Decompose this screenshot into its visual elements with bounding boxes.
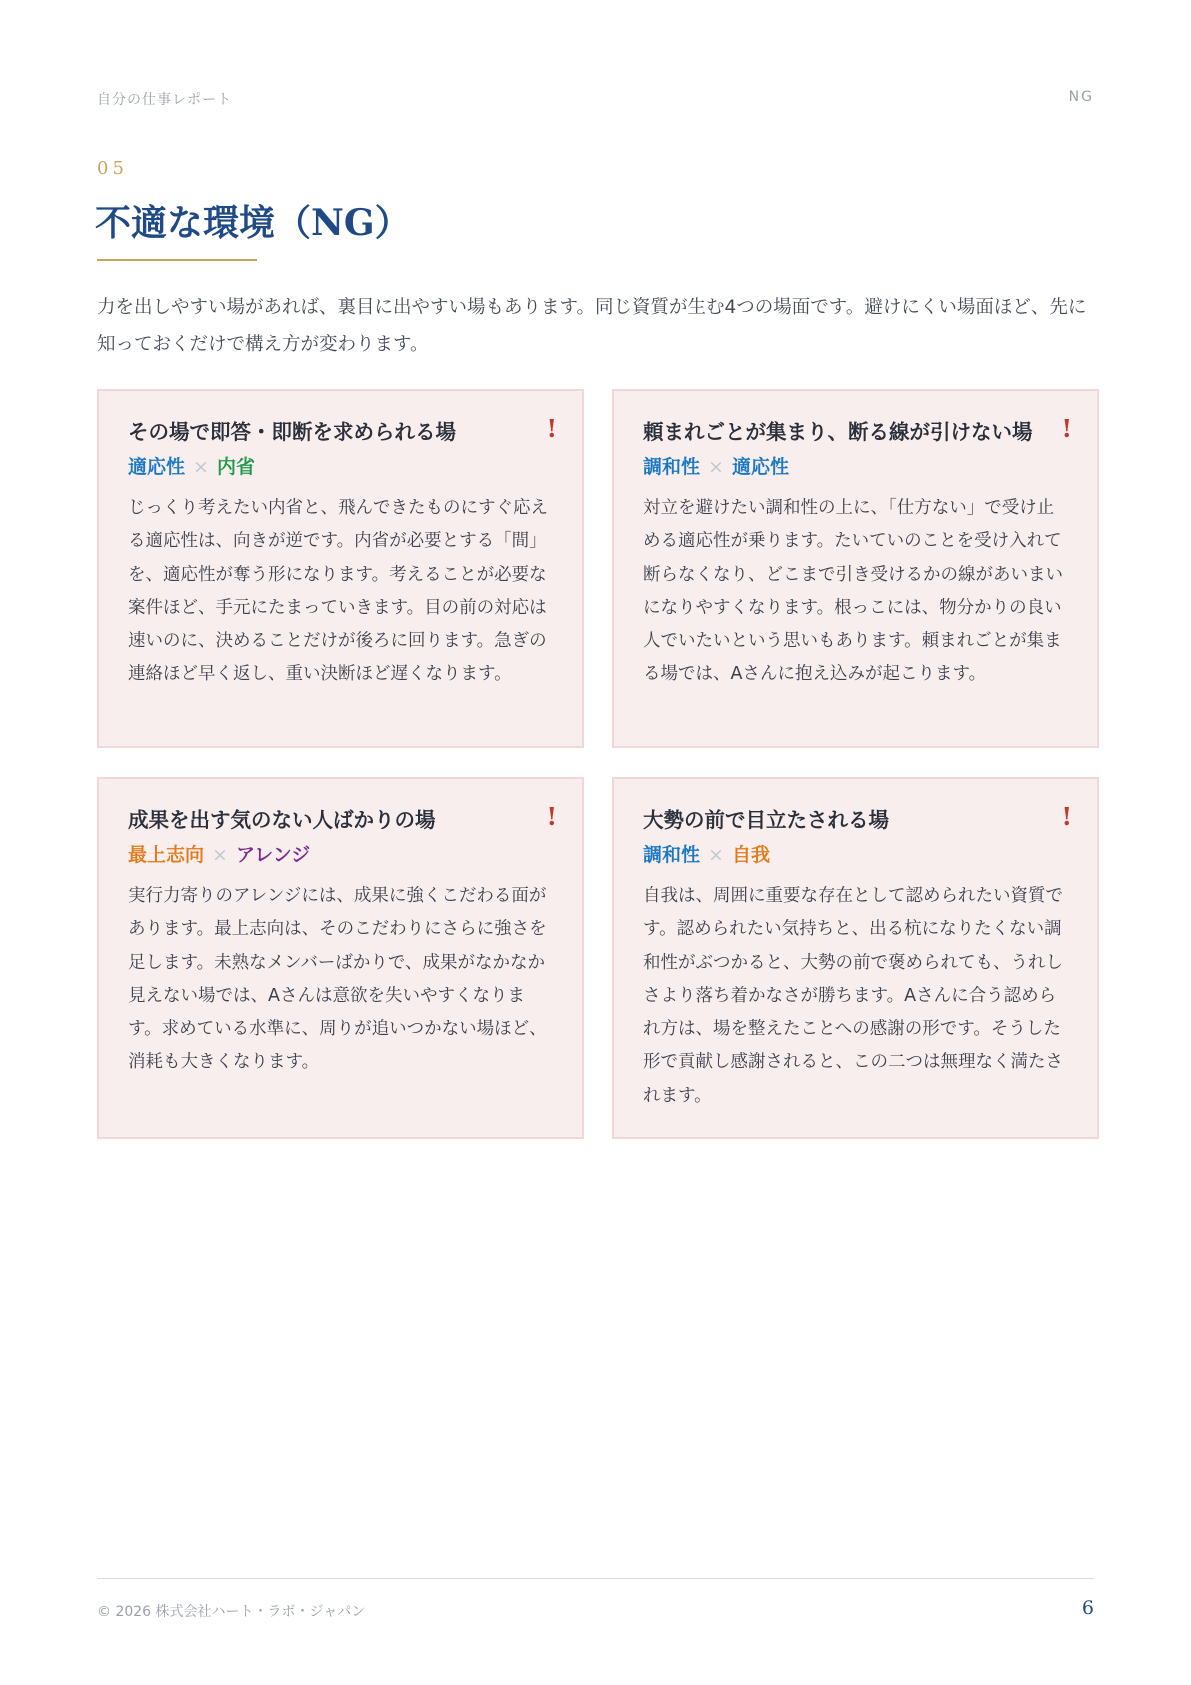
times-icon: × [193, 456, 209, 478]
exclamation-icon: ! [1061, 414, 1072, 443]
copyright: © 2026 株式会社ハート・ラボ・ジャパン [97, 1604, 366, 1620]
intro-text: 力を出しやすい場があれば、裏目に出やすい場もあります。同じ資質が生む4つの場面です。避けにくい場面ほど、先に知っておくだけで構え方が変わります。 [97, 297, 1087, 355]
strength-tag: 自我 [731, 844, 770, 866]
times-icon: × [212, 844, 228, 866]
page-title: 不適な環境（NG） [95, 202, 411, 244]
times-icon: × [708, 844, 724, 866]
card-title: その場で即答・即断を求められる場 [128, 420, 456, 444]
strength-tag: 調和性 [643, 844, 701, 866]
title-underline [97, 259, 257, 261]
times-icon: × [708, 456, 724, 478]
strength-tags [643, 454, 1071, 480]
section-number: 05 [97, 158, 128, 179]
card-title: 大勢の前で目立たされる場 [643, 808, 889, 832]
exclamation-icon: ! [546, 414, 557, 443]
strength-tag: 内省 [216, 456, 255, 478]
exclamation-icon: ! [1061, 802, 1072, 831]
footer-divider [97, 1578, 1094, 1579]
card-body: じっくり考えたい内省と、飛んできたものにすぐ応える適応性は、向きが逆です。内省が必要とする「間」を、適応性が奪う形になります。考えることが必要な案件ほど、手元にたまっていきます。目の前の対応は速いのに、決めることだけが後ろに回ります。急ぎの連絡ほど早く返し、重い決断ほど遅くなります。 [128, 498, 548, 685]
strength-tags [128, 454, 556, 480]
strength-tags [643, 842, 1071, 868]
ng-card [612, 389, 1099, 748]
card-title: 頼まれごとが集まり、断る線が引けない場 [643, 420, 1033, 444]
card-body: 実行力寄りのアレンジには、成果に強くこだわる面があります。最上志向は、そのこだわりにさらに強さを足します。未熟なメンバーばかりで、成果がなかなか見えない場では、Aさんは意欲を失いやすくなります。求めている水準に、周りが追いつかない場ほど、消耗も大きくなります。 [128, 886, 547, 1073]
header-report-title: 自分の仕事レポート [97, 92, 232, 108]
card-body: 自我は、周囲に重要な存在として認められたい資質です。認められたい気持ちと、出る杭になりたくない調和性がぶつかると、大勢の前で褒められても、うれしさより落ち着かなさが勝ちます。Aさんに合う認められ方は、場を整えたことへの感謝の形です。そうした形で貢献し感謝されると、この二つは無理なく満たされます。 [643, 886, 1063, 1106]
ng-card [612, 777, 1099, 1139]
card-body: 対立を避けたい調和性の上に、「仕方ない」で受け止める適応性が乗ります。たいていのことを受け入れて断らなくなり、どこまで引き受けるかの線があいまいになりやすくなります。根っこには、物分かりの良い人でいたいという思いもあります。頼まれごとが集まる場では、Aさんに抱え込みが起こります。 [643, 498, 1063, 685]
ng-card [97, 777, 584, 1139]
ng-card [97, 389, 584, 748]
strength-tag: 調和性 [643, 456, 701, 478]
card-title: 成果を出す気のない人ばかりの場 [128, 808, 436, 832]
strength-tag: アレンジ [235, 844, 311, 866]
strength-tag: 適応性 [128, 456, 186, 478]
exclamation-icon: ! [546, 802, 557, 831]
strength-tag: 適応性 [731, 456, 789, 478]
header-section-code: NG [1068, 89, 1094, 105]
strength-tags [128, 842, 556, 868]
page-number: 6 [1081, 1597, 1094, 1619]
strength-tag: 最上志向 [128, 844, 205, 866]
